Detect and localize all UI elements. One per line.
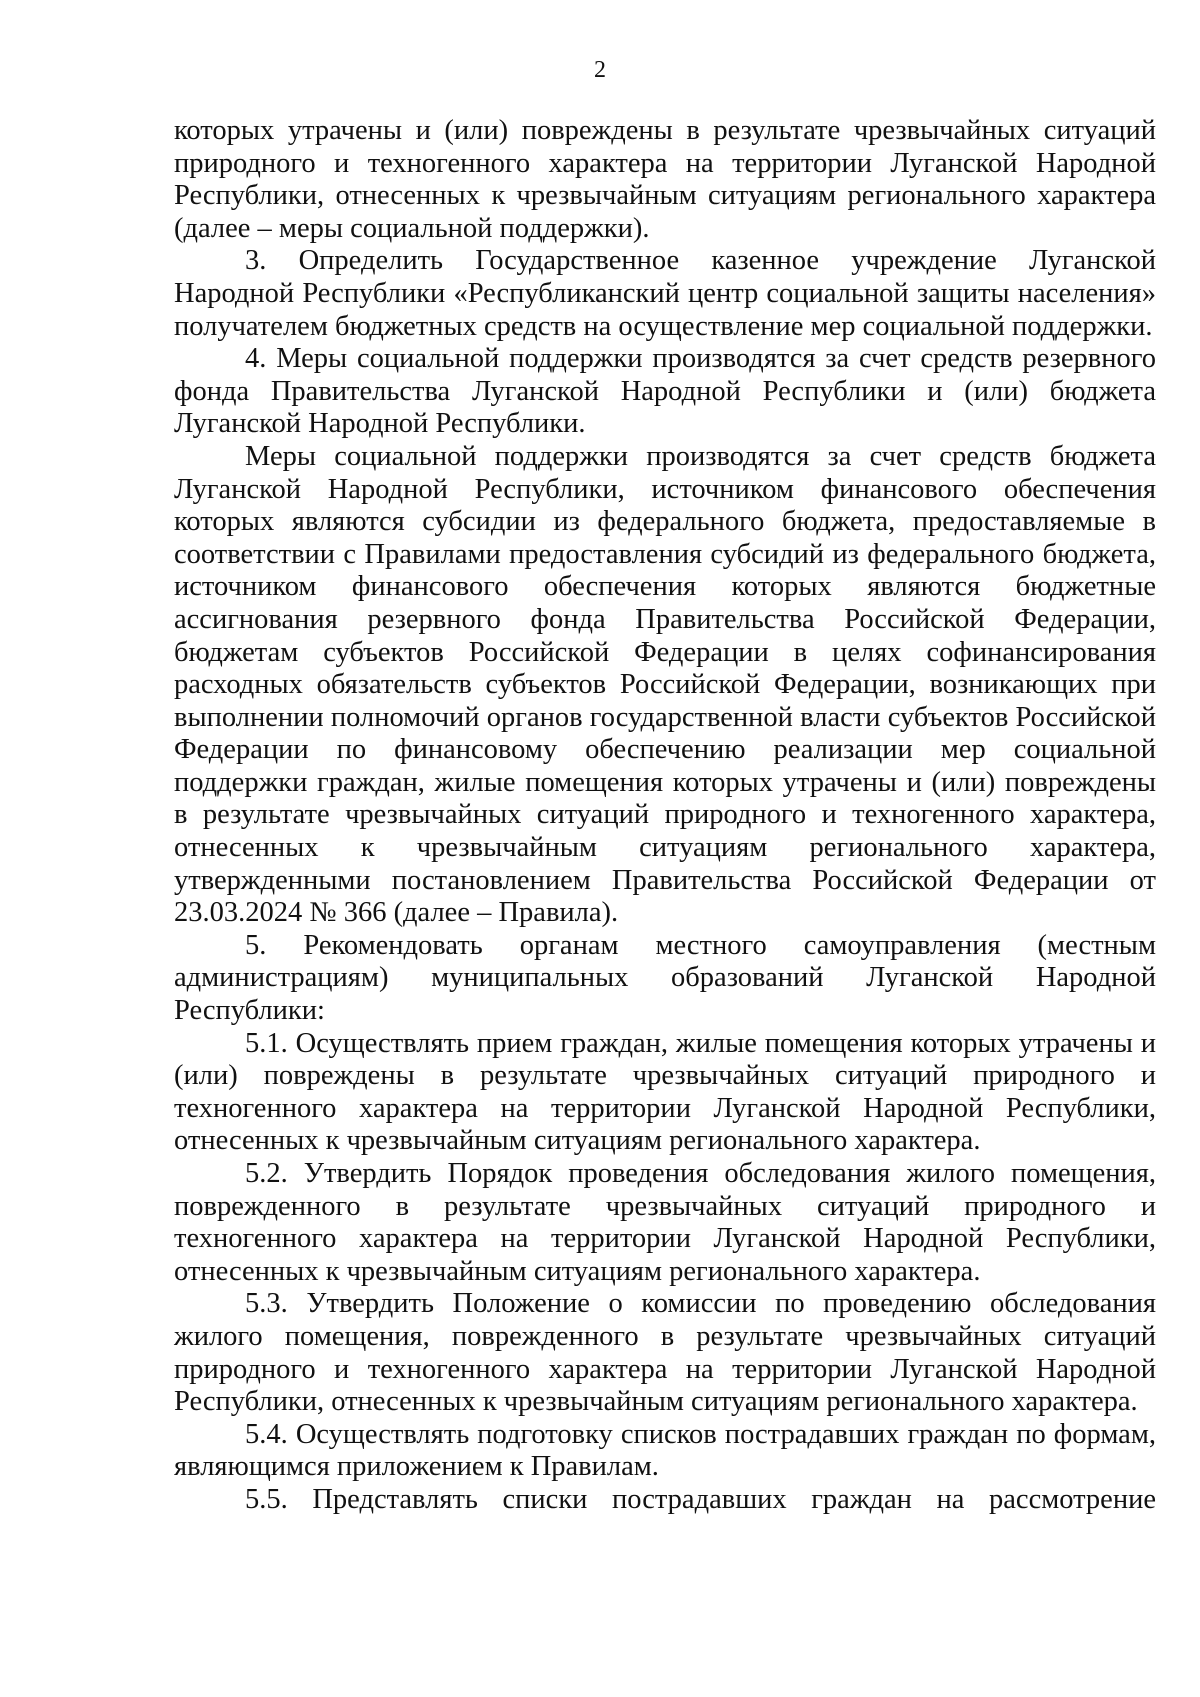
paragraph-item-5-4: 5.4. Осуществлять подготовку списков пострадавших граждан по формам, являющимся приложением к Правилам.	[174, 1418, 1156, 1483]
document-body	[174, 115, 1156, 1517]
paragraph-item-4: 4. Меры социальной поддержки производятся за счет средств резервного фонда Правительства Луганской Народной Республики и (или) бюджета Луганской Народной Республики.	[174, 343, 1156, 440]
paragraph-item-5: 5. Рекомендовать органам местного самоуправления (местным администрациям) муниципальных образований Луганской Народной Республики:	[174, 929, 1156, 1027]
paragraph-item-5-3: 5.3. Утвердить Положение о комиссии по проведению обследования жилого помещения, поврежденного в результате чрезвычайных ситуаций природного и техногенного характера на территории Луганской Народной Республики, отнесенных к чрезвычайным ситуациям регионального характера.	[174, 1288, 1156, 1418]
paragraph-item-4-funding: Меры социальной поддержки производятся за счет средств бюджета Луганской Народной Республики, источником финансового обеспечения которых являются субсидии из федерального бюджета, предоставляемые в соответствии с Правилами предоставления субсидий из федерального бюджета, источником финансового обеспечения которых являются бюджетные ассигнования резервного фонда Правительства Российской Федерации, бюджетам субъектов Российской Федерации в целях софинансирования расходных обязательств субъектов Российской Федерации, возникающих при выполнении полномочий органов государственной власти субъектов Российской Федерации по финансовому обеспечению реализации мер социальной поддержки граждан, жилые помещения которых утрачены и (или) повреждены в результате чрезвычайных ситуаций природного и техногенного характера, отнесенных к чрезвычайным ситуациям регионального характера, утвержденными постановлением Правительства Российской Федерации от 23.03.2024 № 366 (далее – Правила).	[174, 440, 1156, 929]
paragraph-continuation: которых утрачены и (или) повреждены в результате чрезвычайных ситуаций природного и техногенного характера на территории Луганской Народной Республики, отнесенных к чрезвычайным ситуациям регионального характера (далее – меры социальной поддержки).	[174, 115, 1156, 244]
paragraph-item-5-5: 5.5. Представлять списки пострадавших граждан на рассмотрение	[245, 1483, 1156, 1515]
paragraph-item-3: 3. Определить Государственное казенное учреждение Луганской Народной Республики «Республиканский центр социальной защиты населения» получателем бюджетных средств на осуществление мер социальной поддержки.	[174, 245, 1156, 342]
paragraph-item-5-2: 5.2. Утвердить Порядок проведения обследования жилого помещения, поврежденного в результате чрезвычайных ситуаций природного и техногенного характера на территории Луганской Народной Республики, отнесенных к чрезвычайным ситуациям регионального характера.	[174, 1158, 1156, 1287]
page-number: 2	[594, 57, 606, 83]
paragraph-item-5-1: 5.1. Осуществлять прием граждан, жилые помещения которых утрачены и (или) повреждены в результате чрезвычайных ситуаций природного и техногенного характера на территории Луганской Народной Республики, отнесенных к чрезвычайным ситуациям регионального характера.	[174, 1027, 1156, 1157]
